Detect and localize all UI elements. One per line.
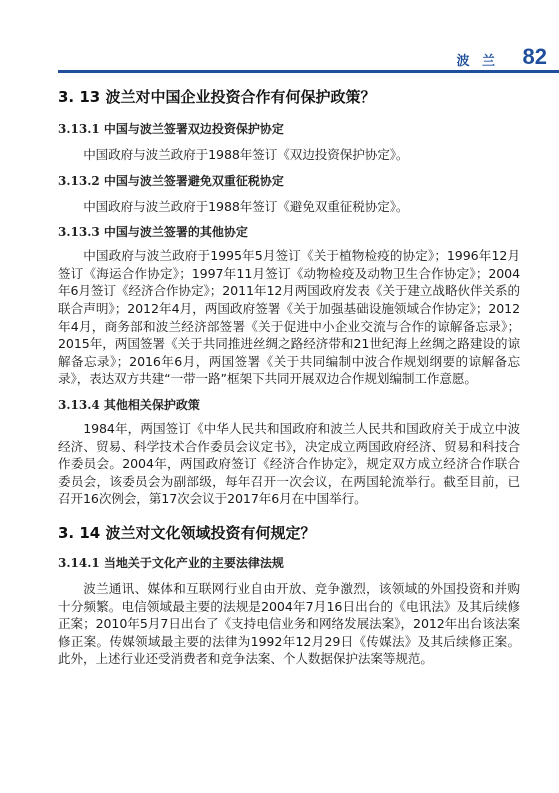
section-title-3-13: 3. 13 波兰对中国企业投资合作有何保护政策？ [58, 88, 376, 106]
paragraph-3-13-1: 中国政府与波兰政府于1988年签订《双边投资保护协定》。 [83, 147, 409, 162]
paragraph-3-13-4: 1984年，两国签订《中华人民共和国政府和波兰人民共和国政府关于成立中波经济、贸易、科学技术合作委员会议定书》，决定成立两国政府经济、贸易和科技合作委员会。2004年，两国政府签订《经济合作协定》，规定双方成立经济合作联合委员会，该委员会为副部级，每年召开一次会议，在两国轮流举行。截至目前，已召开16次例会，第17次会议于2017年6月在中国举行。 [58, 420, 520, 507]
subsection-title-3-13-4: 3.13.4 其他相关保护政策 [58, 397, 200, 412]
subsection-title-3-13-1: 3.13.1 中国与波兰签署双边投资保护协定 [58, 122, 284, 136]
paragraph-3-14-1: 波兰通讯、媒体和互联网行业自由开放、竞争激烈，该领域的外国投资和并购十分频繁。电信领域最主要的法规是2004年7月16日出台的《电讯法》及其后续修正案；2010年5月7日出台了《支持电信业务和网络发展法案》，2012年出台该法案修正案。传媒领域最主要的法律为1992年12月29日《传媒法》及其后续修正案。此外，上述行业还受消费者和竞争法案、个人数据保护法案等规范。 [58, 580, 520, 667]
header-rule [58, 70, 559, 73]
subsection-title-3-13-2: 3.13.2 中国与波兰签署避免双重征税协定 [58, 173, 284, 188]
subsection-title-3-13-3: 3.13.3 中国与波兰签署的其他协定 [58, 225, 248, 240]
page-number: 82 [522, 44, 547, 69]
section-title-3-14: 3. 14 波兰对文化领域投资有何规定？ [58, 523, 316, 542]
running-header-country: 波 兰 [456, 54, 499, 69]
paragraph-3-13-2: 中国政府与波兰政府于1988年签订《避免双重征税协定》。 [83, 198, 409, 214]
subsection-title-3-14-1: 3.14.1 当地关于文化产业的主要法律法规 [58, 555, 284, 570]
paragraph-3-13-3: 中国政府与波兰政府于1995年5月签订《关于植物检疫的协定》；1996年12月签订《海运合作协定》；1997年11月签订《动物检疫及动物卫生合作协定》；2004年6月签订《经济合作协定》；2011年12月两国政府发表《关于建立战略伙伴关系的联合声明》；2012年4月，两国政府签署《关于加强基础设施领域合作协定》；2012年4月，商务部和波兰经济部签署《关于促进中小企业交流与合作的谅解备忘录》；2015年，两国签署《关于共同推进丝绸之路经济带和21世纪海上丝绸之路建设的谅解备忘录》；2016年6月，两国签署《关于共同编制中波合作规划纲要的谅解备忘录》，表达双方共建“一带一路”框架下共同开展双边合作规划编制工作意愿。 [58, 248, 520, 387]
page-header [0, 0, 559, 92]
page-body [58, 80, 520, 668]
